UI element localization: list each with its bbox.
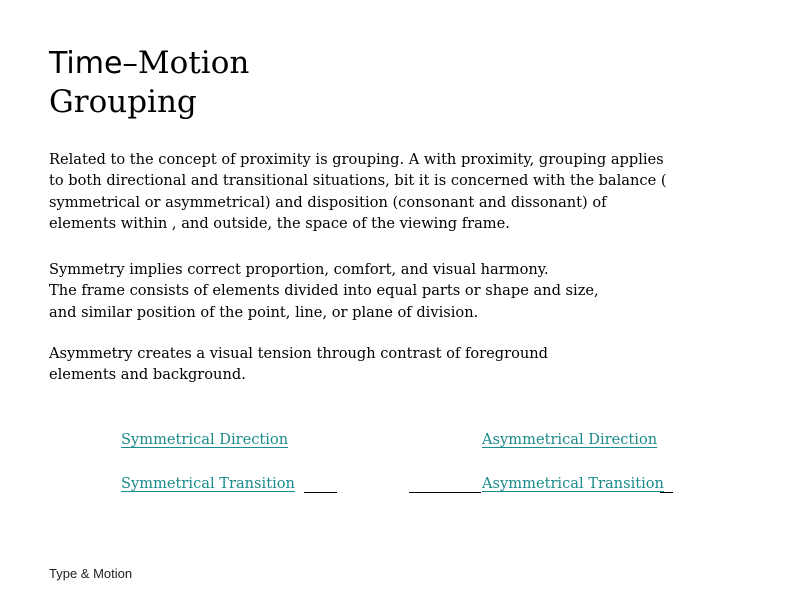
title-grouping: Grouping [49,84,197,120]
paragraph-grouping: Related to the concept of proximity is grouping. A with proximity, grouping applies to both directional and transitional situations, bit it is concerned with the balance ( symmetrical or asymmetrical) and disposition (consonant and dissonant) of elements within , and outside, the space of the viewing frame. [49,151,667,233]
title-time: Time [49,46,123,81]
footer-label: Type & Motion [49,566,133,581]
paragraph-symmetry: Symmetry implies correct proportion, comfort, and visual harmony. The frame consists of elements divided into equal parts or shape and size, and similar position of the point, line, or plane of division. [49,261,599,321]
symmetrical-transition-link[interactable]: Symmetrical Transition [121,475,295,492]
underline-rule-1 [304,492,337,493]
asymmetrical-direction-link[interactable]: Asymmetrical Direction [482,431,658,448]
title-motion: –Motion [122,45,250,81]
symmetrical-direction-link[interactable]: Symmetrical Direction [121,431,289,448]
slide-title [49,44,249,121]
underline-rule-2 [409,492,481,493]
paragraph-asymmetry: Asymmetry creates a visual tension through contrast of foreground elements and background. [49,345,549,384]
asymmetrical-transition-link[interactable]: Asymmetrical Transition [482,475,664,492]
underline-rule-3 [660,492,673,493]
